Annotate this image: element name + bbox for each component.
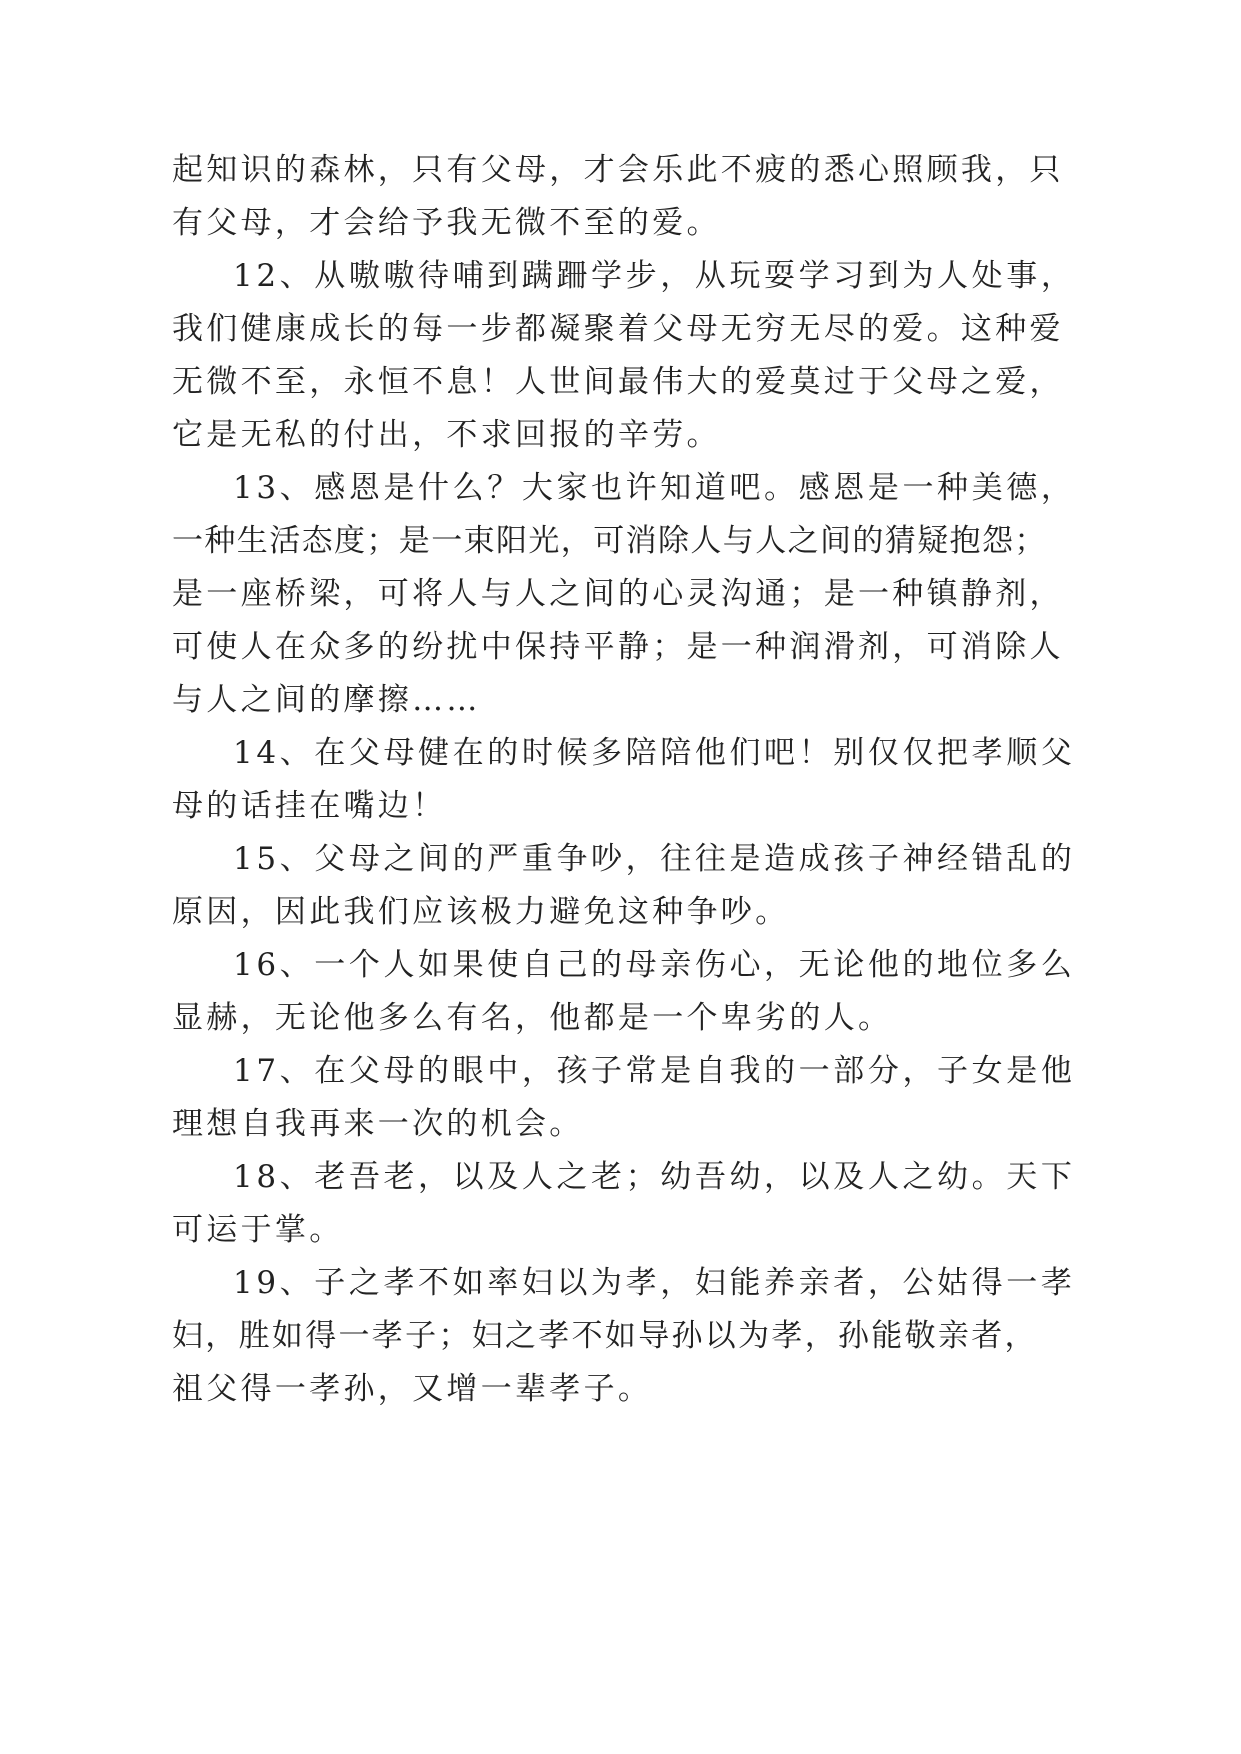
text-line: 17、在父母的眼中，孩子常是自我的一部分，子女是他 xyxy=(233,1053,1076,1089)
text-line: 16、一个人如果使自己的母亲伤心，无论他的地位多么 xyxy=(233,947,1076,983)
text-line: 母的话挂在嘴边！ xyxy=(172,788,447,824)
text-line: 14、在父母健在的时候多陪陪他们吧！别仅仅把孝顺父 xyxy=(233,735,1076,771)
text-line: 有父母，才会给予我无微不至的爱。 xyxy=(172,205,721,241)
text-line: 理想自我再来一次的机会。 xyxy=(172,1106,584,1142)
text-line: 无微不至，永恒不息！人世间最伟大的爱莫过于父母之爱， xyxy=(172,364,1064,400)
text-line: 它是无私的付出，不求回报的辛劳。 xyxy=(172,417,721,453)
text-line: 18、老吾老，以及人之老；幼吾幼，以及人之幼。天下 xyxy=(233,1159,1076,1195)
text-line: 是一座桥梁，可将人与人之间的心灵沟通；是一种镇静剂， xyxy=(172,576,1064,612)
text-line: 19、子之孝不如率妇以为孝，妇能养亲者，公姑得一孝 xyxy=(233,1265,1076,1301)
text-line: 原因，因此我们应该极力避免这种争吵。 xyxy=(172,894,790,930)
text-line: 起知识的森林，只有父母，才会乐此不疲的悉心照顾我，只 xyxy=(172,152,1064,188)
text-line: 12、从嗷嗷待哺到蹒跚学步，从玩耍学习到为人处事， xyxy=(233,258,1076,294)
text-line: 可运于掌。 xyxy=(172,1212,344,1248)
text-line: 13、感恩是什么？大家也许知道吧。感恩是一种美德， xyxy=(233,470,1076,506)
text-line: 妇，胜如得一孝子；妇之孝不如导孙以为孝，孙能敬亲者， xyxy=(172,1318,1038,1354)
text-line: 祖父得一孝孙，又增一辈孝子。 xyxy=(172,1371,653,1407)
text-line: 可使人在众多的纷扰中保持平静；是一种润滑剂，可消除人 xyxy=(172,629,1064,665)
text-line: 与人之间的摩擦…… xyxy=(172,682,481,718)
text-line: 一种生活态度；是一束阳光，可消除人与人之间的猜疑抱怨； xyxy=(172,523,1047,559)
text-line: 我们健康成长的每一步都凝聚着父母无穷无尽的爱。这种爱 xyxy=(172,311,1064,347)
text-line: 15、父母之间的严重争吵，往往是造成孩子神经错乱的 xyxy=(233,841,1076,877)
text-line: 显赫，无论他多么有名，他都是一个卑劣的人。 xyxy=(172,1000,893,1036)
